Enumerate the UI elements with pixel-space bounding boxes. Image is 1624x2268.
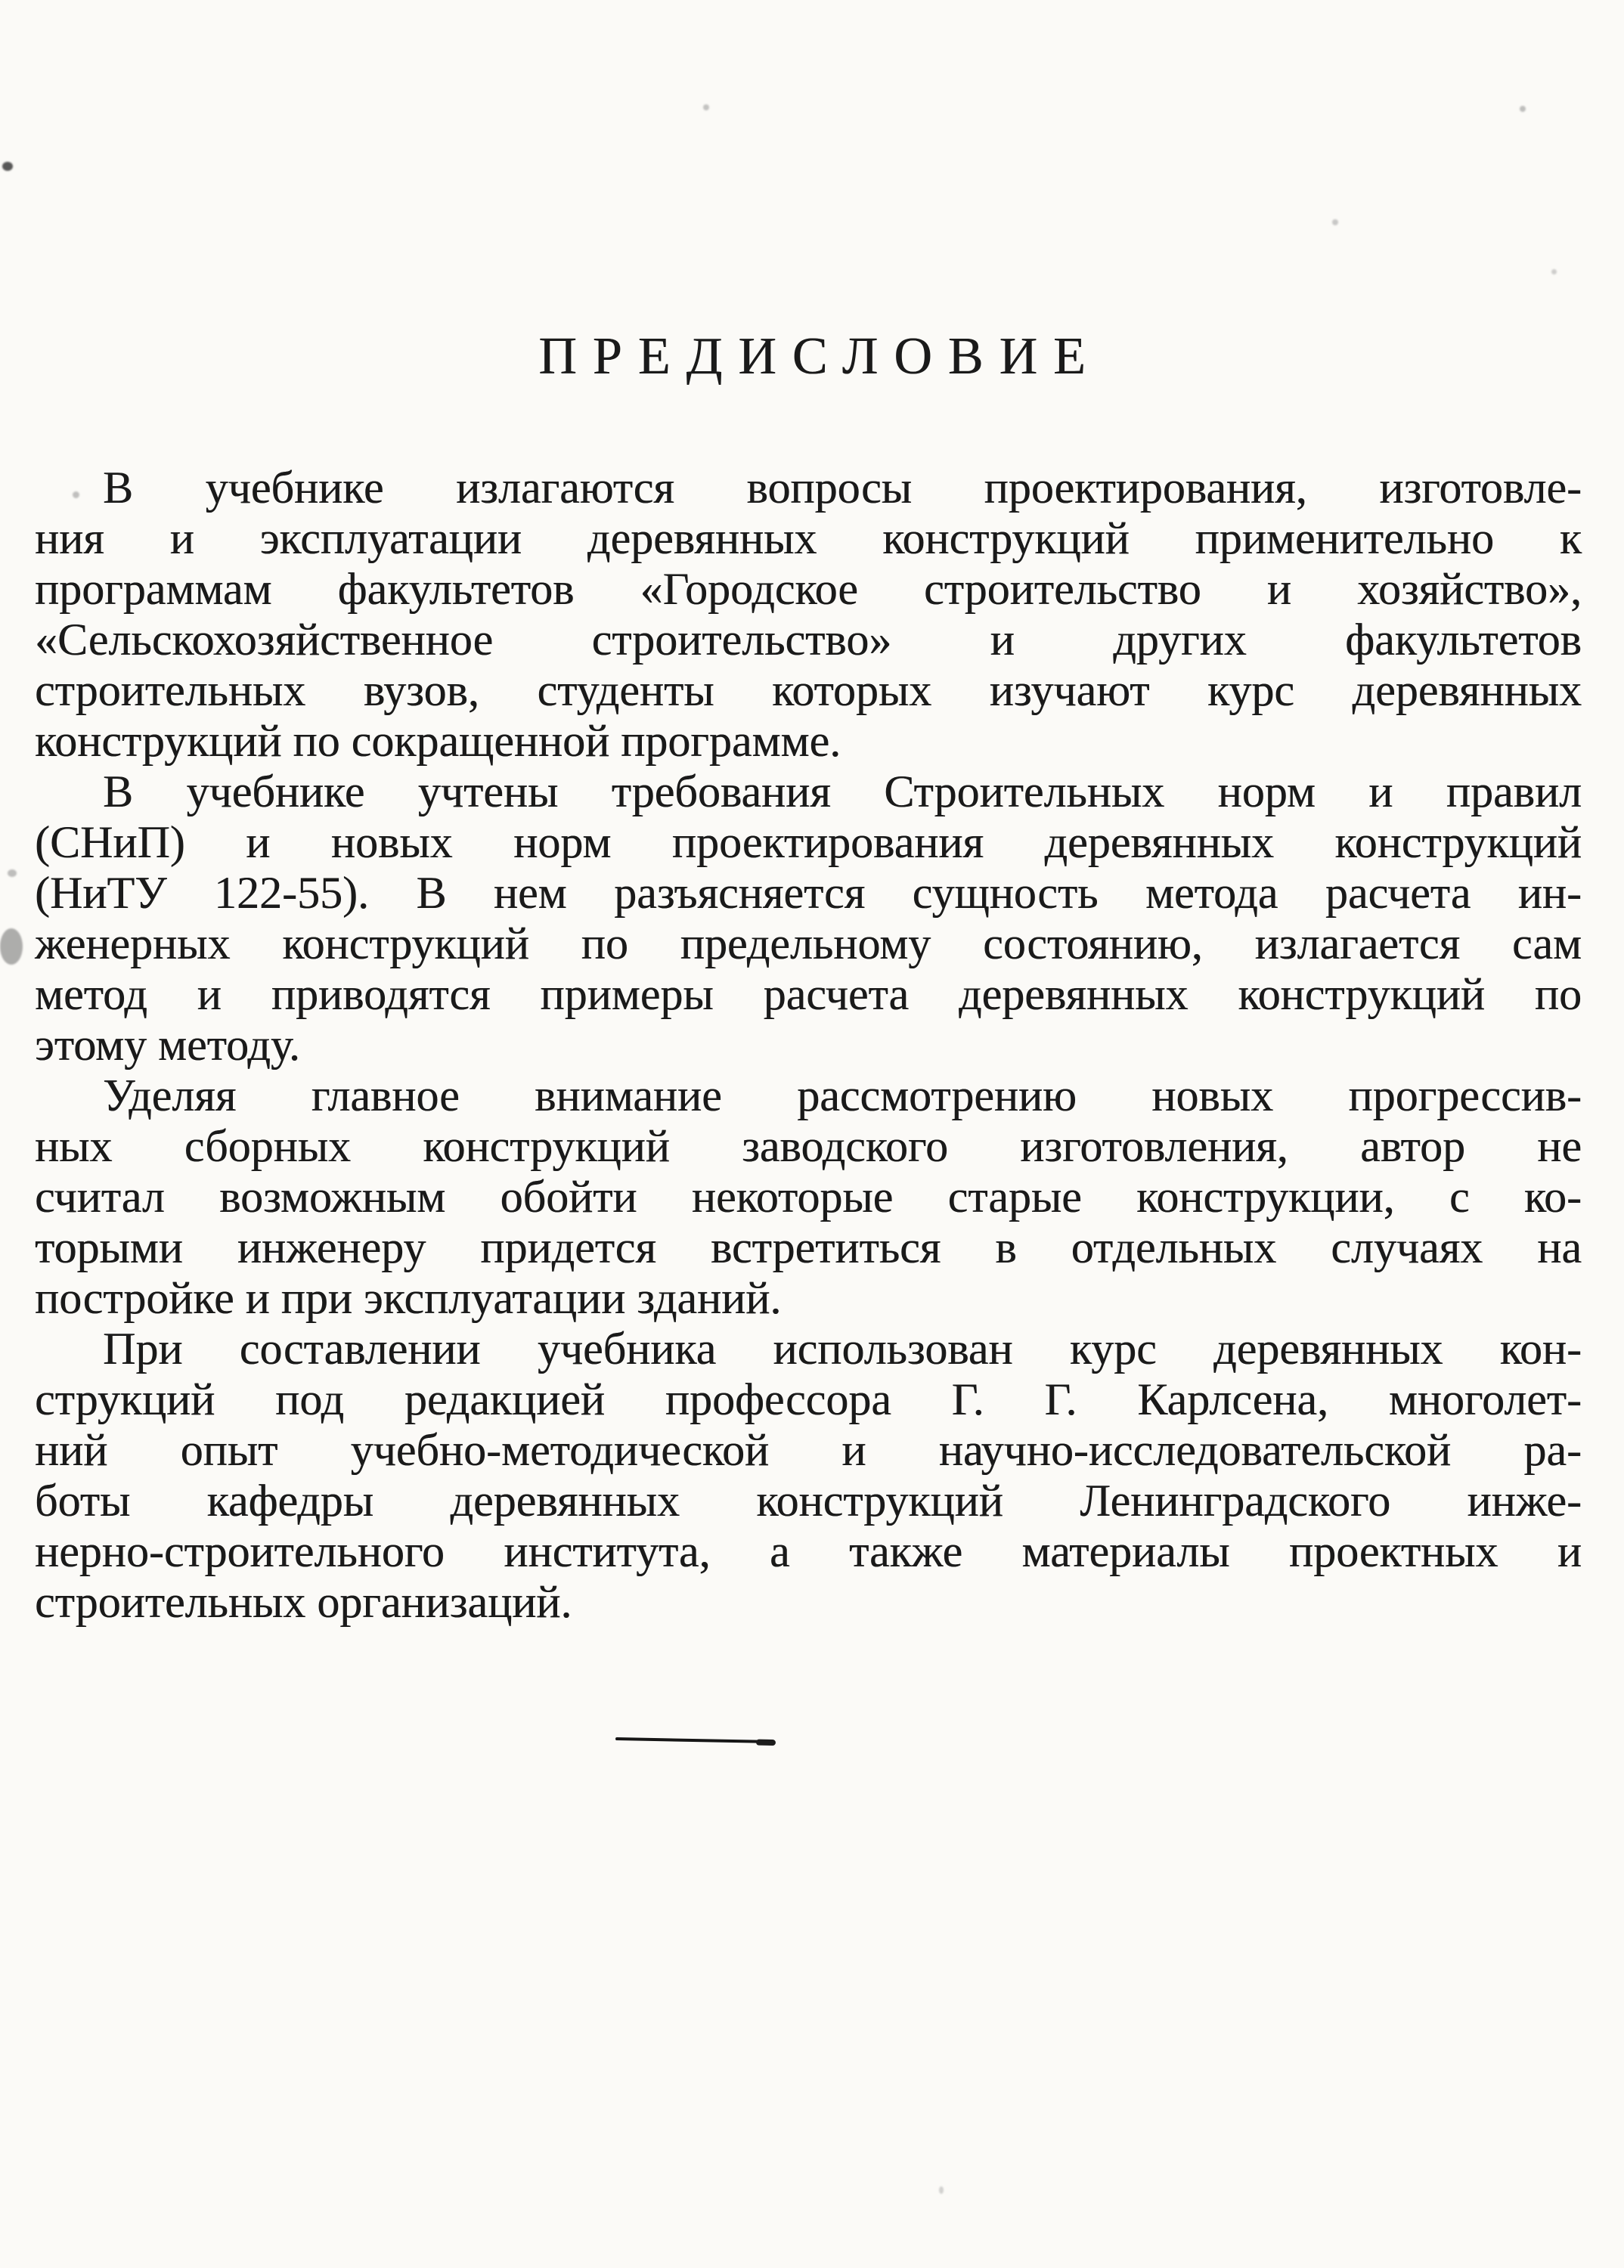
text-line: метод и приводятся примеры расчета деревянных конструкций по (35, 969, 1582, 1019)
text-line: постройке и при эксплуатации зданий. (35, 1273, 782, 1323)
scan-speck (1551, 269, 1557, 274)
text-line: конструкций по сокращенной программе. (35, 716, 841, 766)
scan-speck (0, 928, 23, 965)
text-line: нерно-строительного института, а также материалы проектных и (35, 1526, 1582, 1576)
text-line: ных сборных конструкций заводского изготовления, автор не (35, 1121, 1582, 1171)
scan-speck (939, 2186, 944, 2194)
paragraph (35, 1324, 1582, 1628)
text-line: Уделяя главное внимание рассмотрению новых прогрессив- (103, 1070, 1582, 1120)
text-line: В учебнике учтены требования Строительных норм и правил (103, 767, 1582, 816)
scan-speck (1332, 219, 1338, 225)
paragraph (35, 1070, 1582, 1324)
scan-speck (1520, 106, 1526, 112)
text-line: струкций под редакцией профессора Г. Г. Карлсена, многолет- (35, 1374, 1582, 1424)
paragraph (35, 463, 1582, 767)
text-line: торыми инженеру придется встретиться в отдельных случаях на (35, 1222, 1582, 1272)
text-line: В учебнике излагаются вопросы проектирования, изготовле- (103, 463, 1582, 513)
text-line: (СНиП) и новых норм проектирования деревянных конструкций (35, 817, 1582, 867)
page-title: ПРЕДИСЛОВИЕ (538, 327, 1102, 386)
text-line: ния и эксплуатации деревянных конструкций применительно к (35, 513, 1582, 563)
scan-speck (2, 162, 13, 171)
preface-text (35, 463, 1582, 1628)
text-line: программам факультетов «Городское строительство и хозяйство», (35, 564, 1582, 614)
scan-speck (8, 869, 17, 877)
section-divider (615, 1737, 771, 1743)
text-line: женерных конструкций по предельному состоянию, излагается сам (35, 919, 1582, 968)
text-line: этому методу. (35, 1020, 300, 1070)
paragraph (35, 767, 1582, 1070)
text-line: строительных вузов, студенты которых изучают курс деревянных (35, 665, 1582, 715)
text-line: «Сельскохозяйственное строительство» и других факультетов (35, 615, 1582, 665)
text-line: строительных организаций. (35, 1577, 572, 1627)
scan-speck (703, 104, 709, 110)
text-line: боты кафедры деревянных конструкций Ленинградского инже- (35, 1476, 1582, 1526)
text-line: ний опыт учебно-методической и научно-исследовательской ра- (35, 1425, 1582, 1475)
scan-speck (73, 491, 79, 498)
text-line: считал возможным обойти некоторые старые конструкции, с ко- (35, 1172, 1582, 1222)
text-line: (НиТУ 122-55). В нем разъясняется сущность метода расчета ин- (35, 868, 1582, 918)
text-line: При составлении учебника использован курс деревянных кон- (103, 1324, 1582, 1374)
